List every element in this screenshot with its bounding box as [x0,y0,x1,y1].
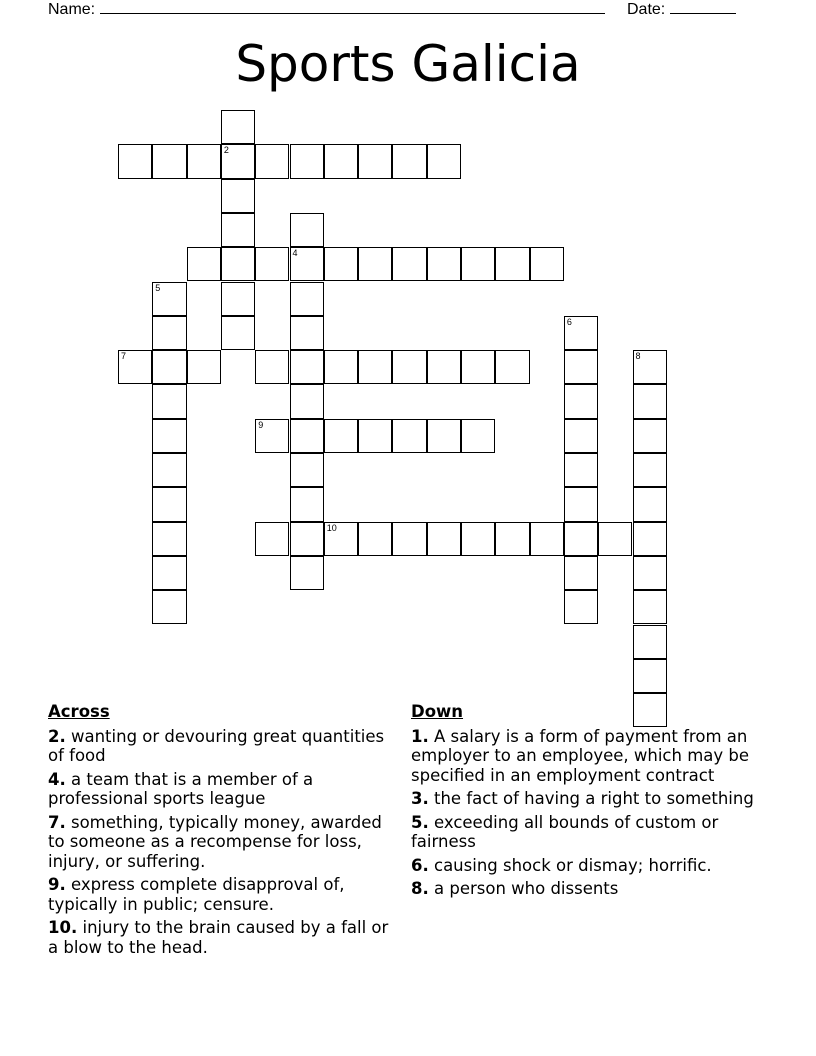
grid-cell[interactable] [461,419,495,453]
clue-text: the fact of having a right to something [428,789,754,808]
clue-number: 9 [258,419,264,430]
clue-across-item [48,813,400,872]
grid-cell[interactable] [358,144,392,178]
down-list [411,727,761,899]
grid-cell[interactable] [564,350,598,384]
clue-number: 4 [292,248,298,259]
grid-cell[interactable] [152,282,186,316]
clue-across-item [48,770,400,809]
clue-number-label: 2. [48,726,66,746]
down-heading: Down [411,702,464,721]
grid-cell[interactable] [633,453,667,487]
clue-down-item [411,727,761,786]
clue-number: 5 [155,282,161,293]
clue-number-label: 10. [48,918,78,937]
grid-cell[interactable] [324,144,358,178]
grid-cell[interactable] [495,247,529,281]
grid-cell[interactable] [633,522,667,556]
clue-number-label: 6. [411,855,429,875]
grid-cell[interactable] [255,144,289,178]
grid-cell[interactable] [290,419,324,453]
clue-number: 8 [635,351,641,362]
across-list [48,727,400,958]
clue-text: exceeding all bounds of custom or fairness [411,812,719,851]
grid-cell[interactable] [255,419,289,453]
grid-cell[interactable] [152,487,186,521]
clue-number-label: 5. [411,812,429,832]
clues-down [411,702,761,903]
grid-cell[interactable] [187,247,221,281]
clue-text: A salary is a form of payment from an employer to an employee, which may be specified in an employment contract [411,726,750,785]
grid-cell[interactable] [324,522,358,556]
grid-cell[interactable] [221,282,255,316]
grid-cell[interactable] [633,590,667,624]
grid-cell[interactable] [152,453,186,487]
grid-cell[interactable] [290,384,324,418]
grid-cell[interactable] [530,522,564,556]
clue-text: injury to the brain caused by a fall or a blow to the head. [48,918,389,957]
grid-cell[interactable] [358,350,392,384]
clue-across-item [48,727,400,766]
grid-cell[interactable] [324,247,358,281]
grid-cell[interactable] [152,384,186,418]
clue-text: a person who dissents [428,879,619,898]
clue-number-label: 1. [411,726,429,746]
grid-cell[interactable] [392,350,426,384]
clues-across [48,702,400,961]
grid-cell[interactable] [495,522,529,556]
grid-cell[interactable] [427,144,461,178]
grid-cell[interactable] [564,590,598,624]
grid-cell[interactable] [118,350,152,384]
grid-cell[interactable] [290,282,324,316]
grid-cell[interactable] [255,350,289,384]
grid-cell[interactable] [324,350,358,384]
clue-number: 6 [566,316,572,327]
grid-cell[interactable] [461,247,495,281]
across-heading: Across [48,702,110,721]
grid-cell[interactable] [564,384,598,418]
clue-across-item [48,875,400,914]
grid-cell[interactable] [152,556,186,590]
grid-cell[interactable] [152,350,186,384]
grid-cell[interactable] [530,247,564,281]
grid-cell[interactable] [152,419,186,453]
clue-number-label: 7. [48,812,66,832]
grid-cell[interactable] [221,247,255,281]
clue-number-label: 4. [48,769,66,789]
clue-number: 10 [326,522,337,533]
grid-cell[interactable] [324,419,358,453]
grid-cell[interactable] [427,522,461,556]
grid-cell[interactable] [461,350,495,384]
grid-cell[interactable] [598,522,632,556]
grid-cell[interactable] [290,487,324,521]
grid-cell[interactable] [290,144,324,178]
grid-cell[interactable] [564,487,598,521]
grid-cell[interactable] [564,419,598,453]
clue-text: wanting or devouring great quantities of food [48,726,385,765]
clue-text: express complete disapproval of, typically in public; censure. [48,875,345,914]
grid-cell[interactable] [358,247,392,281]
grid-cell[interactable] [255,522,289,556]
grid-cell[interactable] [564,453,598,487]
grid-cell[interactable] [290,213,324,247]
grid-cell[interactable] [290,316,324,350]
clue-text: something, typically money, awarded to someone as a recompense for loss, injury, or suffering. [48,812,382,871]
grid-cell[interactable] [152,522,186,556]
grid-cell[interactable] [633,487,667,521]
grid-cell[interactable] [221,110,255,144]
grid-cell[interactable] [633,419,667,453]
grid-cell[interactable] [290,247,324,281]
clue-down-item [411,879,761,899]
grid-cell[interactable] [392,247,426,281]
grid-cell[interactable] [427,419,461,453]
grid-cell[interactable] [392,522,426,556]
grid-cell[interactable] [187,144,221,178]
grid-cell[interactable] [255,247,289,281]
grid-cell[interactable] [358,522,392,556]
grid-cell[interactable] [221,316,255,350]
clue-text: causing shock or dismay; horrific. [428,855,712,875]
grid-cell[interactable] [152,144,186,178]
clue-number-label: 8. [411,879,429,898]
grid-cell[interactable] [221,213,255,247]
grid-cell[interactable] [221,144,255,178]
grid-cell[interactable] [461,522,495,556]
grid-cell[interactable] [633,625,667,659]
date-label: Date: [627,1,666,18]
grid-cell[interactable] [392,144,426,178]
grid-cell[interactable] [290,522,324,556]
clue-number: 2 [223,145,229,156]
grid-cell[interactable] [564,522,598,556]
grid-cell[interactable] [564,556,598,590]
grid-cell[interactable] [495,350,529,384]
grid-cell[interactable] [290,556,324,590]
grid-cell[interactable] [221,179,255,213]
grid-cell[interactable] [118,144,152,178]
grid-cell[interactable] [564,316,598,350]
grid-cell[interactable] [358,419,392,453]
clue-down-item [411,856,761,876]
grid-cell[interactable] [633,556,667,590]
clue-number-label: 3. [411,789,429,808]
grid-cell[interactable] [427,247,461,281]
grid-cell[interactable] [152,316,186,350]
grid-cell[interactable] [427,350,461,384]
clue-across-item [48,918,400,957]
grid-cell[interactable] [633,384,667,418]
name-label: Name: [48,1,96,18]
clue-number: 7 [121,351,127,362]
clue-down-item [411,813,761,852]
page-title: Sports Galicia [235,35,581,93]
clue-text: a team that is a member of a professional sports league [48,769,314,808]
grid-cell[interactable] [633,350,667,384]
grid-cell[interactable] [290,453,324,487]
grid-cell[interactable] [187,350,221,384]
grid-cell[interactable] [152,590,186,624]
grid-cell[interactable] [633,659,667,693]
grid-cell[interactable] [290,350,324,384]
grid-cell[interactable] [392,419,426,453]
clue-number-label: 9. [48,875,66,894]
clue-down-item [411,789,761,809]
